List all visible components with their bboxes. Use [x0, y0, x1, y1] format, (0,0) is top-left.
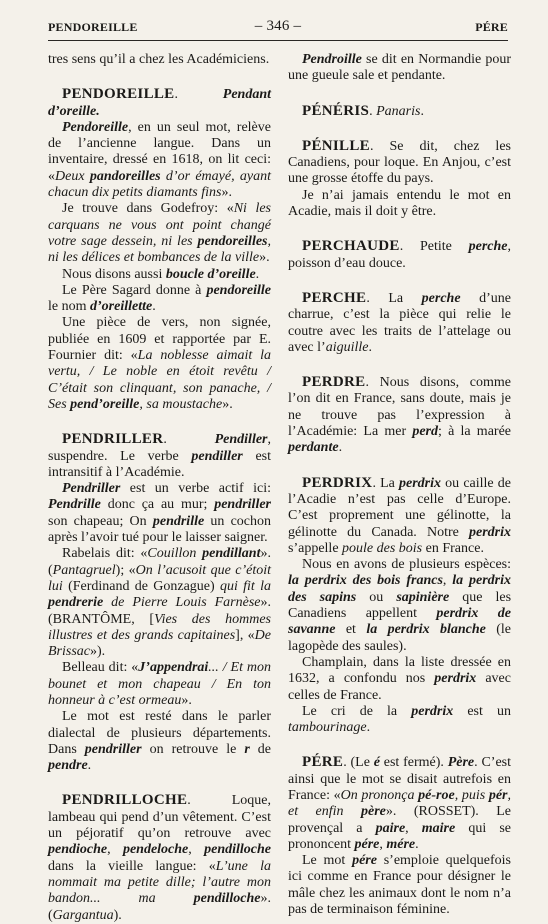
bold-term: la perdrix des sapins [288, 573, 511, 605]
bold-term: perdante [288, 440, 339, 456]
left-column [48, 52, 271, 924]
text: est intransitif à l’Académie. [48, 448, 271, 480]
headword: PERDRIX [302, 474, 373, 491]
text: . (Le [343, 755, 374, 771]
text: s’appelle [288, 540, 343, 556]
bold-term: J’appendrai [138, 660, 209, 676]
entry-pere [288, 754, 511, 918]
paragraph [48, 120, 271, 201]
bold-term: maire [421, 820, 456, 836]
paragraph [288, 374, 511, 456]
bold-term: pendillant [202, 546, 261, 562]
paragraph [48, 201, 271, 266]
text: ». [181, 692, 192, 708]
paragraph [288, 290, 511, 356]
quote: , ni les délices et bombances de la ville [48, 233, 271, 266]
headword: PÉNÉRIS [302, 102, 370, 119]
bold-term: paire [375, 820, 406, 836]
text: ». [259, 250, 270, 266]
quote: de Pierre Louis Farnèse [103, 595, 261, 611]
bold-term: pendilloche [204, 842, 272, 858]
text: en France. [422, 540, 484, 556]
headword: PÉNILLE [302, 137, 370, 154]
text: ». ( [48, 891, 271, 923]
quote: aiguille [325, 339, 369, 355]
page-number: – 346 – [254, 18, 302, 34]
bold-term: pendrille [152, 513, 205, 529]
bold-term: pendriller [84, 741, 142, 757]
paragraph [48, 660, 271, 709]
bold-term: pendre [48, 758, 88, 774]
text: Nous en avons de plusieurs espèces: [302, 557, 511, 573]
text: avec celles de France. [288, 671, 511, 703]
bold-term: perdrix [411, 703, 454, 719]
entry-penille [288, 138, 511, 220]
text: ). [113, 907, 122, 923]
text: son chapeau; On [48, 513, 153, 529]
headword: PENDOREILLE [62, 86, 175, 103]
text: . [163, 432, 215, 448]
text: »). [90, 644, 106, 660]
text: ». (BRANTÔME, [ [48, 595, 271, 627]
headword: PERCHAUDE [302, 238, 400, 255]
text: . [368, 339, 372, 355]
text: . La [366, 290, 422, 306]
text: . Petite [399, 239, 469, 255]
text: Rabelais dit: « [62, 546, 148, 562]
text: (le lagopède des saules). [288, 622, 512, 654]
entry-pendriller [48, 431, 271, 774]
text: donc ça au mur; [100, 497, 215, 513]
paragraph [48, 283, 271, 316]
entry-peneris [288, 103, 511, 120]
paragraph [48, 315, 271, 413]
bold-term: Pendriller [62, 481, 121, 497]
quote: Gargantua [52, 907, 114, 923]
bold-term: perdrix [434, 671, 477, 687]
quote: L’une la nommait ma petite dille; l’autre mon bandon... ma [48, 858, 271, 907]
gloss: Panaris [376, 103, 421, 119]
bold-term: perdrix [399, 475, 442, 491]
entry-pendoreille [48, 86, 271, 413]
bold-term: pére [352, 853, 377, 869]
paragraph [288, 238, 511, 272]
text: , [107, 842, 123, 858]
header-left-guideword: PENDOREILLE [48, 20, 138, 34]
paragraph [48, 431, 271, 481]
text: Le cri de la [302, 703, 412, 719]
text: . Nous disons, comme l’on dit en France, sans doute, mais je ne trouve pas l’expression à l’Académie: La mer [288, 375, 511, 440]
headword: PERCHE [302, 289, 367, 306]
text: ». ( [48, 546, 271, 578]
quote: poule des bois [342, 540, 423, 556]
text: ], « [235, 627, 255, 643]
running-header [48, 20, 508, 36]
entry-perchaude [288, 238, 511, 272]
bold-term: Pendroille [302, 52, 362, 67]
continued-text [288, 52, 511, 85]
quote: d’or émayé, ayant chacun dix petits diamants fins [48, 168, 271, 201]
bold-term: pendioche [48, 842, 108, 858]
text: , [405, 820, 422, 836]
quote: Pantagruel [52, 562, 116, 578]
bold-term: pendrerie [48, 595, 104, 611]
text: est un verbe actif ici: [120, 481, 271, 497]
bold-term: perche [421, 290, 461, 306]
bold-term: pendiller [191, 448, 243, 464]
text: . Loque, lambeau qui pend d’un vêtement. C’est un péjoratif qu’on retrouve avec [48, 793, 271, 842]
text: que les Canadiens appellent [288, 589, 512, 622]
bold-term: pé-roe [418, 787, 455, 803]
headword: PENDRILLER [62, 431, 164, 448]
right-column [288, 52, 511, 918]
bold-term: mére [386, 836, 416, 852]
text: . [369, 103, 377, 119]
text: ou caille de l’Acadie n’est pas celle d’Europe. C’est proprement une gélinotte, la gélinotte du Canada. Notre [288, 475, 511, 540]
bold-term: père [361, 804, 386, 820]
quote: , puis [454, 787, 489, 803]
paragraph [288, 138, 511, 188]
text: ». (ROSSET). Le provençal a [288, 804, 511, 836]
paragraph [48, 546, 271, 660]
text: Belleau dit: « [62, 660, 139, 676]
header-rule [48, 40, 508, 41]
text: . [366, 720, 371, 736]
text: Le mot [302, 853, 353, 869]
bold-term: la perdrix blanche [366, 622, 486, 638]
paragraph [48, 481, 271, 546]
paragraph [288, 853, 511, 918]
bold-term: Père [447, 755, 475, 771]
text: . [420, 103, 424, 119]
text: . La [372, 475, 400, 491]
text: ); « [115, 562, 136, 578]
text: , en un seul mot, relève de l’ancienne langue. Dans un inventaire, dressé en 1618, on lit ceci: « [48, 119, 271, 184]
text: . [87, 758, 92, 774]
continued-text: tres sens qu’il a chez les Académiciens. [48, 52, 270, 67]
text: est fermé). [379, 755, 448, 771]
bold-term: perche [468, 239, 508, 255]
paragraph [288, 103, 511, 120]
entry-perdrix [288, 475, 511, 737]
quote: Deux [55, 168, 90, 184]
text: d’une charrue, c’est la pièce qui relie le coutre avec les traits de l’attelage ou avec l’ [288, 290, 511, 355]
bold-term: pend’oreille [70, 396, 140, 412]
bold-term: Pendiller [214, 432, 268, 448]
text: Champlain, dans la liste dressée en 1632, a confondu nos [288, 654, 511, 687]
paragraph [288, 704, 511, 737]
bold-term: pére [354, 836, 380, 852]
quote: On l’acusoit que c’étoit lui [48, 562, 271, 594]
headword: PENDRILLOCHE [62, 792, 188, 809]
text: ; à la marée [438, 424, 512, 440]
text: le nom [48, 299, 90, 315]
quote: Couillon [147, 546, 203, 562]
text: , [379, 836, 387, 852]
quote: On prononça [340, 787, 419, 803]
text: est un [453, 703, 511, 719]
text: se dit en Normandie pour une gueule sale et pendante. [288, 52, 511, 84]
paragraph [288, 655, 511, 704]
bold-term: pendoreilles [197, 233, 268, 249]
entry-pendrilloche [48, 792, 271, 923]
paragraph [288, 754, 511, 853]
text: ou [356, 589, 397, 605]
text: et [335, 622, 367, 638]
entry-perche [288, 290, 511, 356]
paragraph [48, 709, 271, 774]
paragraph [48, 792, 271, 923]
headword: PÉRE [302, 754, 344, 771]
bold-term: pendeloche [122, 842, 189, 858]
text: . [152, 299, 156, 315]
text: , [188, 842, 205, 858]
quote: Ni les carquans ne vous ont point changé votre sage dessein, ni les [48, 201, 271, 249]
text: , poisson d’eau douce. [288, 239, 511, 271]
quote: , sa moustache [139, 396, 223, 412]
bold-term: r [244, 741, 250, 757]
bold-term: d’oreillette [90, 299, 153, 315]
bold-term: perd [412, 424, 438, 440]
text: , suspendre. Le verbe [48, 432, 271, 464]
bold-term: pendoreille [206, 282, 271, 298]
text: qui se prononcent [288, 820, 511, 852]
text: . [338, 440, 343, 456]
header-right-guideword: PÉRE [475, 20, 508, 34]
quote: La noblesse aimait la vertu, / Le noble en étoit revêtu / C’était son clinquant, son panache, / Ses [48, 348, 272, 412]
bold-term: la perdrix des bois francs [288, 573, 443, 589]
quote: , et enfin [288, 787, 511, 820]
text: . C’est ainsi que le mot se disait autrefois en France: « [288, 755, 512, 803]
bold-term: pandoreilles [89, 168, 161, 184]
bold-term: boucle d’oreille [165, 266, 256, 282]
paragraph: Je n’ai jamais entendu le mot en Acadie, mais il doit y être. [288, 187, 511, 220]
quote: Vies des hommes illustres et des grands capitaines [48, 611, 272, 643]
bold-term: pendilloche [193, 891, 261, 907]
paragraph [288, 557, 511, 655]
bold-term: é [373, 755, 380, 771]
text: Une pièce de vers, non signée, publiée en 1609 et rapportée par E. Fournier dit: « [48, 315, 271, 364]
quote: ... / Et mon bounet et mon chapeau / En ton honneur à c’est ormeau [48, 660, 271, 708]
text: Le mot est resté dans le parler dialectal de plusieurs départements. Dans [48, 709, 271, 757]
text: de [249, 741, 271, 757]
text: , [442, 573, 453, 589]
bold-term: sapinière [396, 589, 450, 605]
text: . Se dit, chez les Canadiens, pour loque. En Anjou, c’est une grosse étoffe du pays. [288, 138, 511, 187]
text: Le Père Sagard donne à [62, 282, 207, 298]
gloss: Pendant d’oreille. [48, 87, 271, 119]
paragraph [288, 475, 511, 557]
text: (Ferdinand de Gonzague) [62, 578, 220, 594]
text: . [415, 836, 419, 852]
quote: qui fit la [219, 578, 272, 594]
text: un cochon après l’avoir tué pour le laisser saigner. [48, 513, 271, 546]
entry-head: PENDOREILLE. Pendant d’oreille. [48, 86, 271, 119]
quote: De Brissac [48, 627, 271, 660]
text: ». [221, 185, 232, 201]
text: ». [222, 396, 233, 412]
text: Nous disons aussi [62, 266, 166, 282]
headword: PERDRE [302, 374, 366, 391]
bold-term: pendriller [214, 497, 271, 513]
bold-term: Pendoreille [62, 119, 129, 135]
text: dans la vieille langue: « [48, 858, 216, 874]
bold-term: perdrix de savanne [288, 606, 511, 638]
text: on retrouve le [141, 741, 245, 757]
quote: tambourinage [288, 720, 367, 736]
text: Je trouve dans Godefroy: « [62, 201, 234, 217]
text: . [255, 266, 260, 282]
paragraph [48, 267, 271, 283]
text: s’emploie quelquefois ici comme en France pour désigner le mâle chez les animaux dont le nom n’a pas de terminaison féminine. [288, 853, 511, 918]
bold-term: Pendrille [48, 497, 101, 513]
bold-term: perdrix [469, 524, 511, 540]
bold-term: pér [488, 787, 508, 803]
entry-perdre [288, 374, 511, 456]
